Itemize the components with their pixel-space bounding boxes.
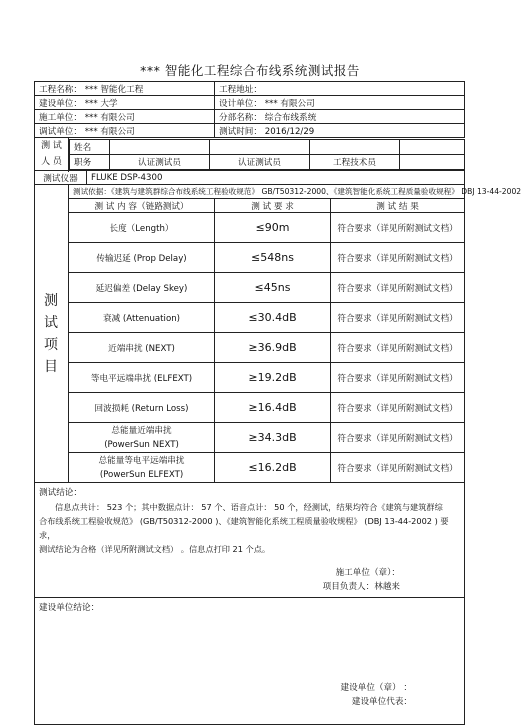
conclusion-line-3: 测试结论为合格（详见所附测试文档） 。信息点打印 21 个点。 <box>39 544 271 554</box>
item-result: 符合要求（详见所附测试文档） <box>331 363 465 393</box>
test-basis: 测试依据：《建筑与建筑群综合布线系统工程验收规范》 GB/T50312-2000、《建筑智能化系统工程质量验收规程》 DBJ 13-44-2002 <box>69 185 465 199</box>
designer: *** 有限公司 <box>264 98 315 109</box>
item-result: 符合要求（详见所附测试文档） <box>331 213 465 243</box>
personnel-side-label: 测 试 人 员 <box>35 138 69 171</box>
table-row <box>35 333 465 363</box>
name-label: 姓名 <box>70 139 110 154</box>
approval-sign-unit: 建设单位（章） ： <box>340 683 413 693</box>
item-name: 等电平远端串扰 (ELFEXT) <box>69 363 215 393</box>
col-content-header: 测 试 内 容（链路测试） <box>69 199 215 213</box>
subproject-label: 分部名称： <box>219 112 262 123</box>
approval-label: 建设单位结论： <box>39 603 100 613</box>
row-constructor <box>35 110 465 124</box>
row-col-headers <box>35 199 465 213</box>
item-name: 回波损耗 (Return Loss) <box>69 393 215 423</box>
item-req: ≤45ns <box>215 273 331 303</box>
col-req-header: 测 试 要 求 <box>215 199 331 213</box>
row-conclusion <box>35 483 465 598</box>
items-side-label: 测 试 项 目 <box>35 185 69 483</box>
project-name-cell <box>35 82 215 96</box>
table-row <box>35 243 465 273</box>
role-3: 工程技术员 <box>310 154 400 169</box>
item-result: 符合要求（详见所附测试文档） <box>331 273 465 303</box>
designer-label: 设计单位： <box>219 98 262 109</box>
row-tester <box>35 124 465 138</box>
item-result: 符合要求（详见所附测试文档） <box>331 453 465 483</box>
item-result: 符合要求（详见所附测试文档） <box>331 243 465 273</box>
item-name: 近端串扰 (NEXT) <box>69 333 215 363</box>
table-row <box>35 363 465 393</box>
project-name: *** 智能化工程 <box>84 84 144 95</box>
sign-unit: 施工单位（章）： <box>335 568 401 578</box>
row-personnel-names <box>35 138 465 171</box>
builder: *** 大学 <box>84 98 118 109</box>
item-req: ≤90m <box>215 213 331 243</box>
project-address-cell <box>215 82 465 96</box>
table-row <box>35 453 465 483</box>
table-row <box>35 213 465 243</box>
subproject: 综合布线系统 <box>264 112 317 123</box>
item-result: 符合要求（详见所附测试文档） <box>331 393 465 423</box>
item-name: 延迟偏差 (Delay Skey) <box>69 273 215 303</box>
item-req: ≥16.4dB <box>215 393 331 423</box>
col-result-header: 测 试 结 果 <box>331 199 465 213</box>
item-req: ≥34.3dB <box>215 423 331 453</box>
item-req: ≥19.2dB <box>215 363 331 393</box>
personnel-inner <box>69 139 465 170</box>
item-req: ≤30.4dB <box>215 303 331 333</box>
table-row <box>35 273 465 303</box>
item-req: ≥36.9dB <box>215 333 331 363</box>
item-name: 总能量等电平远端串扰 (PowerSun ELFEXT) <box>69 453 215 483</box>
item-name: 长度（Length） <box>69 213 215 243</box>
constructor-label: 施工单位： <box>39 112 82 123</box>
table-row <box>35 423 465 453</box>
item-result: 符合要求（详见所附测试文档） <box>331 303 465 333</box>
builder-label: 建设单位： <box>39 98 82 109</box>
item-result: 符合要求（详见所附测试文档） <box>331 333 465 363</box>
report-title: *** 智能化工程综合布线系统测试报告 <box>140 63 360 78</box>
table-row <box>35 393 465 423</box>
approval-cell <box>35 598 465 725</box>
item-req: ≤548ns <box>215 243 331 273</box>
row-instrument <box>35 171 465 185</box>
report-table <box>34 81 521 725</box>
approval-sign-rep: 建设单位代表： <box>351 697 413 707</box>
test-time-label: 测试时间： <box>219 126 262 137</box>
project-address-label: 工程地址： <box>219 84 262 95</box>
role-1: 认证测试员 <box>110 154 210 169</box>
conclusion-line-2: 合布线系统工程验收规范》 (GB/T50312-2000 )、《建筑智能化系统工程质量验收规程》 (DBJ 13-44-2002 ) 要求， <box>39 516 449 540</box>
item-name: 衰减 (Attenuation) <box>69 303 215 333</box>
role-2: 认证测试员 <box>210 154 310 169</box>
item-name: 传输迟延 (Prop Delay) <box>69 243 215 273</box>
tester-unit: *** 有限公司 <box>84 126 135 137</box>
conclusion-label: 测试结论： <box>39 488 82 498</box>
tester-unit-label: 调试单位： <box>39 126 82 137</box>
project-name-label: 工程名称： <box>39 84 82 95</box>
instrument-value: FLUKE DSP-4300 <box>87 171 465 185</box>
table-row <box>35 303 465 333</box>
conclusion-cell <box>35 483 465 598</box>
conclusion-line-1: 信息点共计： 523 个；其中数据点计： 57 个、语音点计： 50 个，经测试，结果均符合《建筑与建筑群综 <box>55 502 443 512</box>
sign-person: 项目负责人：林越来 <box>322 582 401 592</box>
constructor: *** 有限公司 <box>84 112 135 123</box>
test-time: 2016/12/29 <box>264 126 315 137</box>
item-req: ≤16.2dB <box>215 453 331 483</box>
item-name: 总能量近端串扰 (PowerSun NEXT) <box>69 423 215 453</box>
instrument-label: 测试仪器 <box>35 171 87 185</box>
row-project <box>35 82 465 96</box>
row-basis <box>35 185 465 199</box>
row-builder <box>35 96 465 110</box>
item-result: 符合要求（详见所附测试文档） <box>331 423 465 453</box>
row-approval <box>35 598 465 725</box>
role-label: 职务 <box>70 154 110 169</box>
